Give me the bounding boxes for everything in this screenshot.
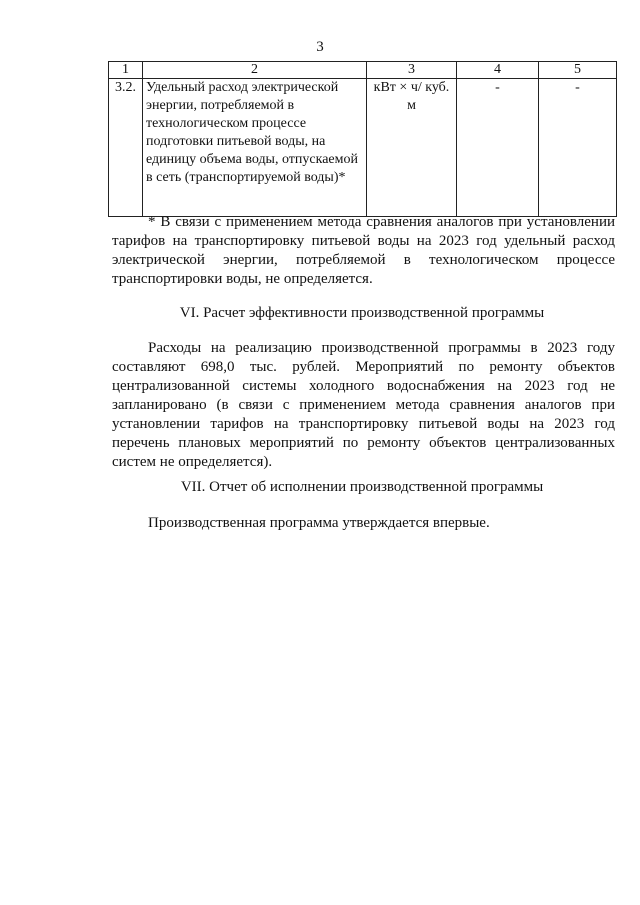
header-cell-2: 2 — [143, 62, 367, 79]
header-cell-5: 5 — [539, 62, 617, 79]
unit-of-measure: кВт × ч/ куб. м — [367, 79, 457, 217]
production-program-table — [108, 61, 617, 217]
value-col4: - — [457, 79, 539, 217]
row-number: 3.2. — [109, 79, 143, 217]
indicator-name: Удельный расход электрической энергии, потребляемой в технологическом процессе подготовки питьевой воды, на единицу объема воды, отпускаемой в сеть (транспортируемой воды)* — [143, 79, 367, 217]
page-number: 3 — [316, 39, 324, 55]
section-6-paragraph: Расходы на реализацию производственной программы в 2023 году составляют 698,0 тыс. рублей. Мероприятий по ремонту объектов централизованной системы холодного водоснабжения на 2023 год не запланировано (в связи с применением метода сравнения аналогов при установлении тарифов на транспортировку питьевой воды на 2023 год перечень плановых мероприятий по ремонту объектов централизованных систем не определяется). — [112, 340, 615, 470]
header-cell-1: 1 — [109, 62, 143, 79]
section-6-title: VI. Расчет эффективности производственной программы — [179, 305, 545, 321]
section-7-paragraph: Производственная программа утверждается впервые. — [148, 515, 490, 531]
value-col5: - — [539, 79, 617, 217]
table-header-row — [109, 62, 617, 79]
footnote: * В связи с применением метода сравнения аналогов при установлении тарифов на транспортировку питьевой воды на 2023 год удельный расход электрической энергии, потребляемой в технологическом процессе транспортировки воды, не определяется. — [112, 214, 615, 287]
table-row — [109, 79, 617, 217]
header-cell-4: 4 — [457, 62, 539, 79]
section-7-title: VII. Отчет об исполнении производственной программы — [180, 479, 544, 495]
header-cell-3: 3 — [367, 62, 457, 79]
